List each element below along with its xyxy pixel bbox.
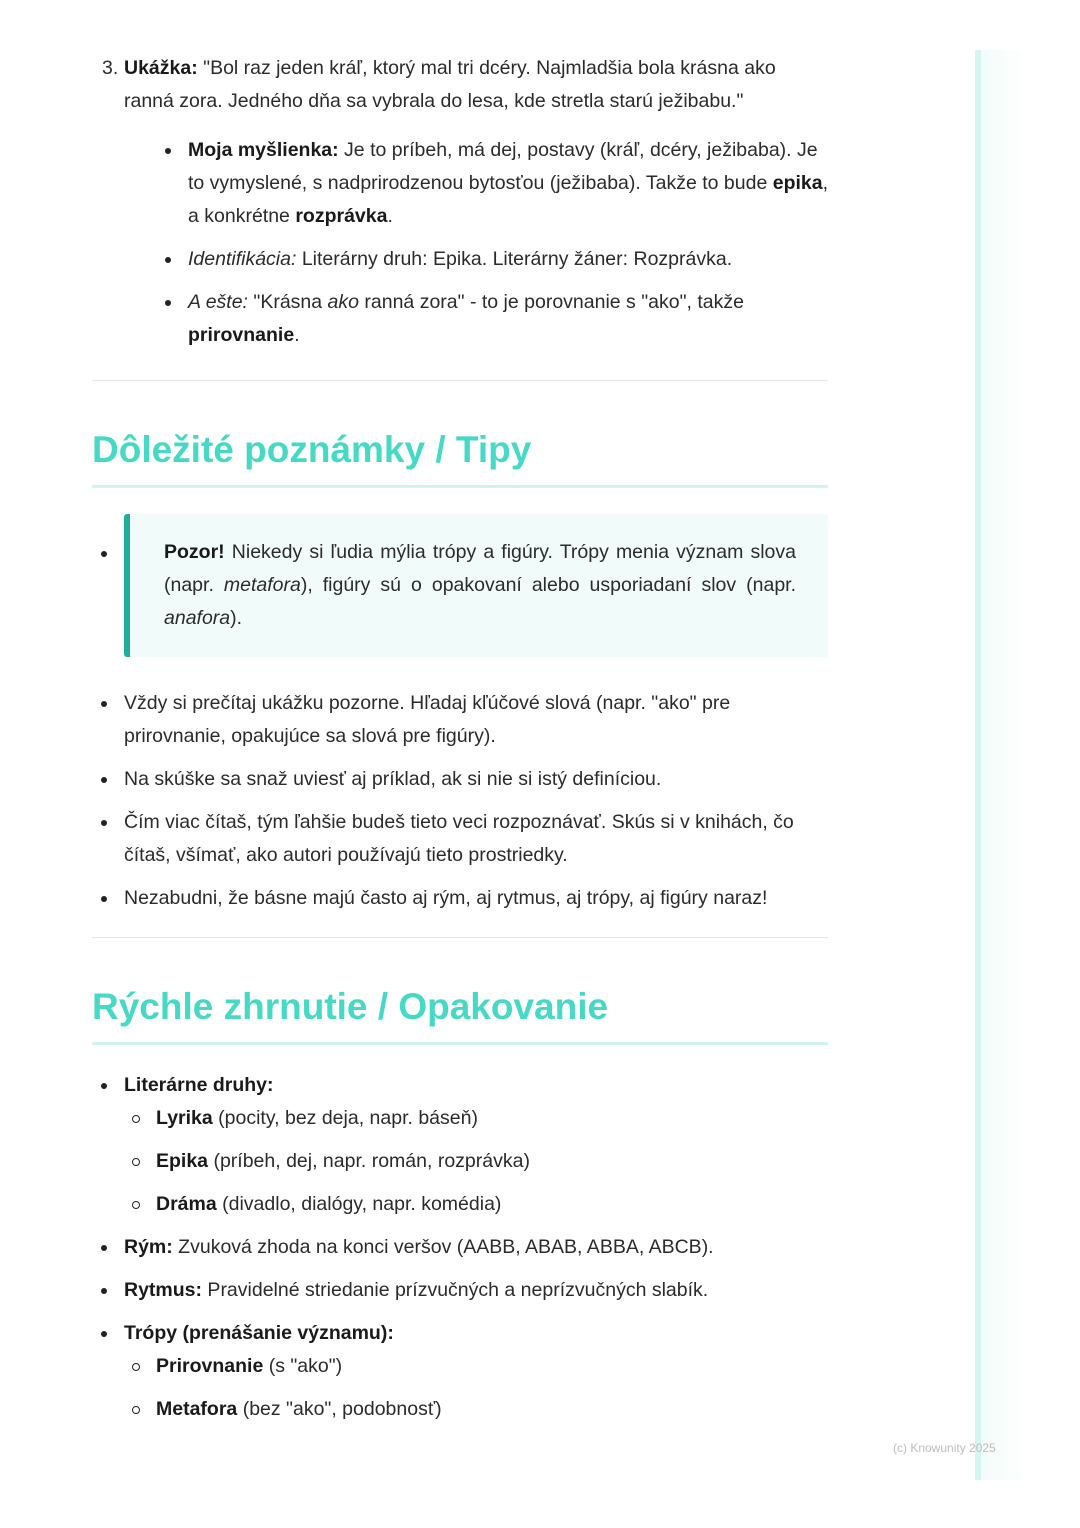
section-heading-tips: Dôležité poznámky / Tipy (92, 427, 828, 488)
example-notes (124, 134, 828, 352)
list-number: 3. (102, 57, 119, 79)
list-item: Na skúške sa snaž uviesť aj príklad, ak si nie si istý definíciou. (92, 763, 828, 796)
list-item: Rým: Zvuková zhoda na konci veršov (AABB, ABAB, ABBA, ABCB). (92, 1231, 828, 1264)
sublist-item: Prirovnanie (s "ako") (124, 1350, 828, 1383)
list-item: Nezabudni, že básne majú často aj rým, aj rytmus, aj trópy, aj figúry naraz! (92, 882, 828, 915)
side-accent-bar (975, 50, 981, 1480)
sublist-item: Lyrika (pocity, bez deja, napr. báseň) (124, 1102, 828, 1135)
list-item: Moja myšlienka: Je to príbeh, má dej, postavy (kráľ, dcéry, ježibaba). Je to vymyslené, s nadprirodzenou bytosťou (ježibaba). Takže to bude epika, a konkrétne rozprávka. (156, 134, 828, 233)
list-item: Rytmus: Pravidelné striedanie prízvučných a neprízvučných slabík. (92, 1274, 828, 1307)
section-heading-summary: Rýchle zhrnutie / Opakovanie (92, 984, 828, 1045)
example-quote: Ukážka: "Bol raz jeden kráľ, ktorý mal tri dcéry. Najmladšia bola krásna ako ranná zora. Jedného dňa sa vybrala do lesa, kde stretla starú ježibabu." (124, 57, 776, 112)
copyright-footer: (c) Knowunity 2025 (893, 1441, 996, 1455)
tropy-sublist (124, 1350, 828, 1426)
list-item: Vždy si prečítaj ukážku pozorne. Hľadaj kľúčové slová (napr. "ako" pre prirovnanie, opakujúce sa slová pre figúry). (92, 687, 828, 753)
side-panel (981, 50, 1029, 1480)
content-column (92, 52, 828, 1436)
list-item: Čím viac čítaš, tým ľahšie budeš tieto veci rozpoznávať. Skús si v knihách, čo čítaš, všímať, ako autori používajú tieto prostriedky. (92, 806, 828, 872)
druhy-sublist (124, 1102, 828, 1221)
tips-list (92, 687, 828, 915)
list-item: Literárne druhy: Lyrika (pocity, bez deja, napr. báseň) Epika (príbeh, dej, napr. román, rozprávka) Dráma (divadlo, dialógy, napr. komédia) (92, 1069, 828, 1221)
divider (92, 937, 828, 938)
summary-list (92, 1069, 828, 1426)
list-item: Identifikácia: Literárny druh: Epika. Literárny žáner: Rozprávka. (156, 243, 828, 276)
list-item: A ešte: "Krásna ako ranná zora" - to je porovnanie s "ako", takže prirovnanie. (156, 286, 828, 352)
list-item: Trópy (prenášanie významu): Prirovnanie (s "ako") Metafora (bez "ako", podobnosť) (92, 1317, 828, 1426)
example-3 (92, 52, 828, 352)
callout-list-item (92, 514, 828, 657)
warning-callout: Pozor! Niekedy si ľudia mýlia trópy a figúry. Trópy menia význam slova (napr. metafora), figúry sú o opakovaní alebo usporiadaní slov (napr. anafora). (124, 514, 828, 657)
sublist-item: Epika (príbeh, dej, napr. román, rozprávka) (124, 1145, 828, 1178)
divider (92, 380, 828, 381)
sublist-item: Dráma (divadlo, dialógy, napr. komédia) (124, 1188, 828, 1221)
sublist-item: Metafora (bez "ako", podobnosť) (124, 1393, 828, 1426)
